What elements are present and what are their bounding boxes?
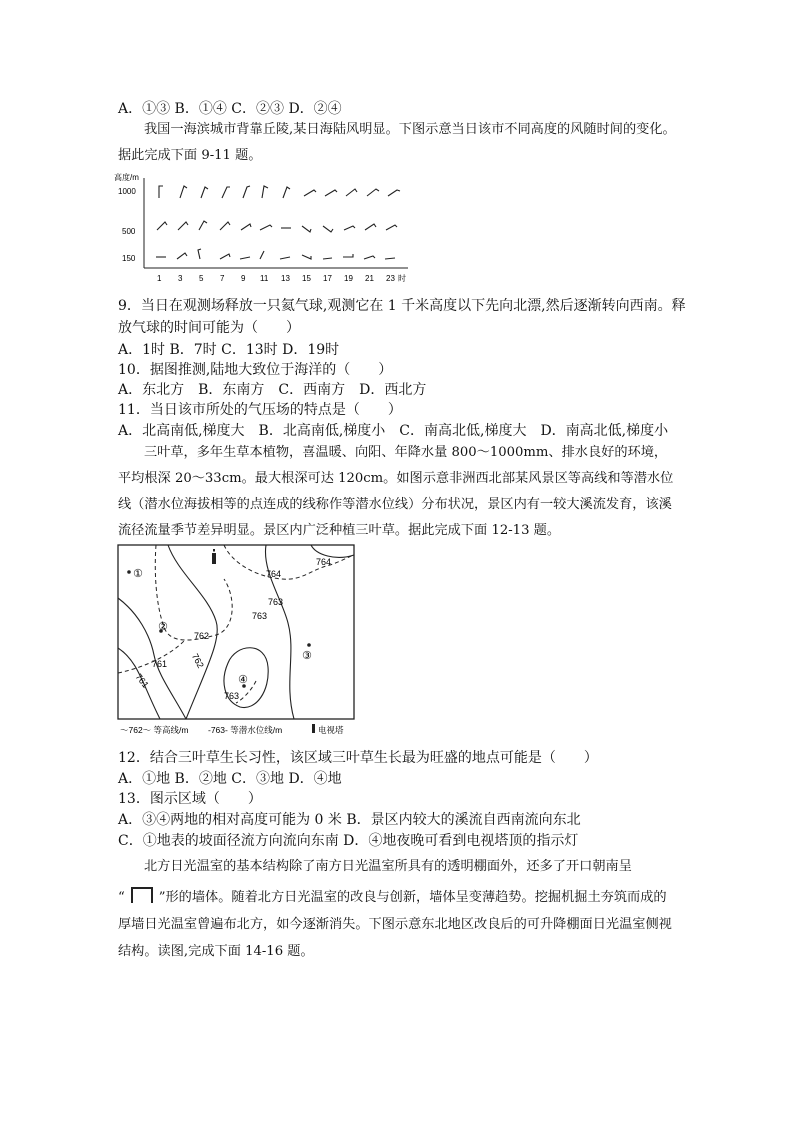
legend-tower-icon [312,724,315,733]
q11-stem: 11．当日该市所处的气压场的特点是（ ） [118,402,402,418]
point-3-dot [307,643,311,647]
label-763-top: 763 [268,597,284,607]
label-763-hill: 763 [224,691,240,701]
wind-chart [112,170,412,290]
legend-tower: 电视塔 [318,725,344,735]
legend-contour: ～762～ 等高线/m [120,725,189,735]
q11-options: A．北高南低,梯度大 B．北高南低,梯度小 C．南高北低,梯度大 D．南高北低,梯度小 [118,423,669,439]
q8-options: A．①③ B．①④ C．②③ D．②④ [118,101,342,117]
q9-line1: 9．当日在观测场释放一只氦气球,观测它在 1 千米高度以下先向北漂,然后逐渐转向西南。释 [118,298,686,314]
x-tick: 3 [178,274,183,283]
label-764: 764 [266,569,282,579]
x-unit: 时 [398,274,406,283]
label-761: 761 [152,659,168,669]
point-1: ① [133,568,143,580]
q9-line2: 放气球的时间可能为（ ） [118,320,300,336]
x-tick: 9 [241,274,246,283]
x-tick: 21 [365,274,374,283]
q12-options: A．①地 B．②地 C．③地 D．④地 [118,771,342,787]
q12-stem: 12．结合三叶草生长习性，该区域三叶草生长最为旺盛的地点可能是（ ） [118,750,598,766]
y-tick-1000: 1000 [118,187,136,196]
x-tick: 1 [157,274,162,283]
q13-options-ab: A．③④两地的相对高度可能为 0 米 B．景区内较大的溪流自西南流向东北 [118,812,581,828]
map-legend [120,724,344,735]
legend-water-table: -763- 等潜水位线/m [208,725,283,735]
point-4: ④ [238,674,248,686]
x-tick: 17 [323,274,332,283]
x-ticks [157,273,406,283]
x-tick: 13 [281,274,290,283]
intro-9-11: 我国一海滨城市背靠丘陵,某日海陆风明显。下图示意当日该市不同高度的风随时间的变化。据此完成下面 9-11 题。 [118,122,676,163]
tv-tower-icon [212,549,216,564]
intro-14-16-rest: “ ”形的墙体。随着北方日光温室的改良与创新，墙体呈变薄趋势。挖掘机掘土夯筑而成的厚墙日光温室曾遍布北方，如今逐渐消失。下图示意东北地区改良后的可升降棚面日光温室侧视结构。读图,完成下面 14-16 题。 [118,884,678,965]
x-tick: 5 [199,274,204,283]
map-points [127,568,312,688]
q13-options-cd: C．①地表的坡面径流方向流向东南 D．④地夜晚可看到电视塔顶的指示灯 [118,833,579,849]
x-tick: 11 [260,274,269,283]
q13-stem: 13．图示区域（ ） [118,791,262,807]
label-762-dashed: 762 [194,631,210,641]
open-quote: “ [118,890,125,905]
point-1-dot [127,570,131,574]
wind-barbs [156,186,400,259]
y-tick-150: 150 [122,254,136,263]
x-tick: 7 [220,274,225,283]
water-table-lines [118,545,354,703]
point-3: ③ [302,650,312,662]
intro-14-16-line1: 北方日光温室的基本结构除了南方日光温室所具有的透明棚面外，还多了开口朝南呈 [144,859,632,874]
x-tick: 19 [344,274,353,283]
label-764-top: 764 [316,557,332,567]
q10-options: A．东北方 B．东南方 C．西南方 D．西北方 [118,382,427,398]
label-763: 763 [252,611,268,621]
q10-stem: 10．据图推测,陆地大致位于海洋的（ ） [118,362,393,378]
label-761-low: 761 [133,671,151,690]
wind-chart-ylabel: 高度/m [114,173,139,182]
x-tick: 15 [302,274,311,283]
label-762: 762 [189,651,206,670]
point-2: ② [158,621,168,633]
wall-shape-icon [131,887,153,903]
contour-map [116,543,366,738]
intro-12-13: 三叶草，多年生草本植物，喜温暖、向阳、年降水量 800～1000mm、排水良好的环境，平均根深 20～33cm。最大根深可达 120cm。如图示意非洲西北部某风景区等高线和等潜水位线（潜水位海拔相等的点连成的线称作等潜水位线）分布状况，景区内有一较大溪流发育，该溪流径流量季节差异明显。景区内广泛种植三叶草。据此完成下面 12-13 题。 [118,445,674,538]
x-tick: 23 [386,274,395,283]
y-tick-500: 500 [122,227,136,236]
q9-options: A．1时 B．7时 C．13时 D．19时 [118,342,340,358]
